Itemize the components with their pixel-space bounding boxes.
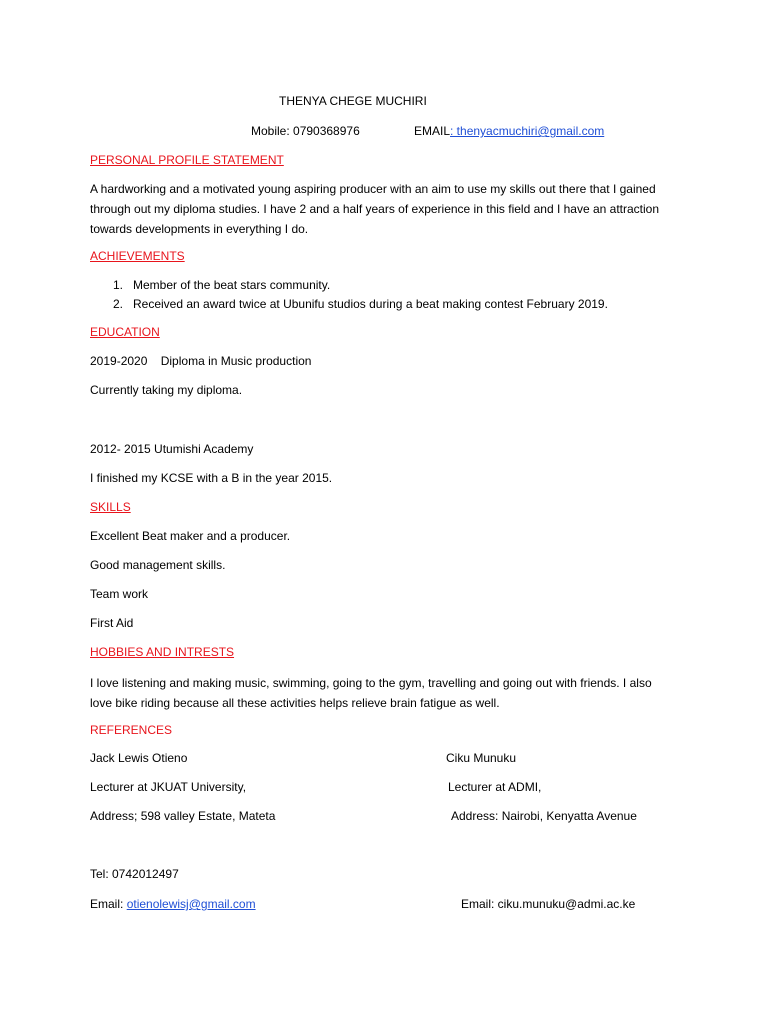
reference-left-name: Jack Lewis Otieno	[90, 751, 188, 765]
reference-left-address: Address; 598 valley Estate, Mateta	[90, 809, 276, 823]
candidate-name: THENYA CHEGE MUCHIRI	[279, 94, 427, 108]
achievements-heading: ACHIEVEMENTS	[90, 249, 185, 263]
email-line	[414, 123, 604, 139]
achievement-item	[113, 277, 330, 293]
email-link[interactable]: : thenyacmuchiri@gmail.com	[450, 124, 605, 138]
skill-item: Team work	[90, 587, 149, 601]
education-entry-title: 2019-2020 Diploma in Music production	[90, 354, 312, 368]
references-heading	[90, 722, 283, 738]
education-heading: EDUCATION	[90, 325, 160, 339]
achievement-number: 2.	[113, 297, 124, 311]
reference-right-name: Ciku Munuku	[446, 751, 517, 765]
achievement-text: Received an award twice at Ubunifu studios during a beat making contest February 2019.	[133, 297, 608, 311]
skill-item: First Aid	[90, 616, 134, 630]
reference-left-email-label: Email:	[90, 897, 127, 911]
reference-left-email-link[interactable]: otienolewisj@gmail.com	[126, 897, 256, 911]
reference-left-role: Lecturer at JKUAT University,	[90, 780, 247, 794]
education-entry-detail: I finished my KCSE with a B in the year 2015.	[90, 471, 333, 485]
profile-heading: PERSONAL PROFILE STATEMENT	[90, 153, 284, 167]
skills-heading: SKILLS	[90, 500, 131, 514]
reference-right-address: Address: Nairobi, Kenyatta Avenue	[451, 809, 637, 823]
reference-left-email	[90, 896, 256, 912]
education-entry-detail: Currently taking my diploma.	[90, 383, 243, 397]
mobile-number: Mobile: 0790368976	[251, 124, 360, 138]
skill-item: Good management skills.	[90, 558, 226, 572]
hobbies-text: I love listening and making music, swimming, going to the gym, travelling and going out with friends. I also love bike riding because all these activities helps relieve brain fatigue as well.	[90, 676, 652, 710]
achievement-item	[113, 296, 608, 312]
email-label: EMAIL	[414, 124, 451, 138]
achievement-number: 1.	[113, 278, 124, 292]
hobbies-heading: HOBBIES AND INTRESTS	[90, 645, 235, 659]
education-entry-title: 2012- 2015 Utumishi Academy	[90, 442, 254, 456]
achievement-text: Member of the beat stars community.	[133, 278, 331, 292]
references-heading-label: REFERENCES	[90, 723, 173, 737]
reference-right-role: Lecturer at ADMI,	[448, 780, 542, 794]
reference-left-tel: Tel: 0742012497	[90, 867, 179, 881]
skill-item: Excellent Beat maker and a producer.	[90, 529, 291, 543]
profile-text: A hardworking and a motivated young aspiring producer with an aim to use my skills out there that I gained through out my diploma studies. I have 2 and a half years of experience in this field and I have an attraction towards developments in everything I do.	[90, 182, 660, 236]
reference-right-email: Email: ciku.munuku@admi.ac.ke	[461, 897, 636, 911]
